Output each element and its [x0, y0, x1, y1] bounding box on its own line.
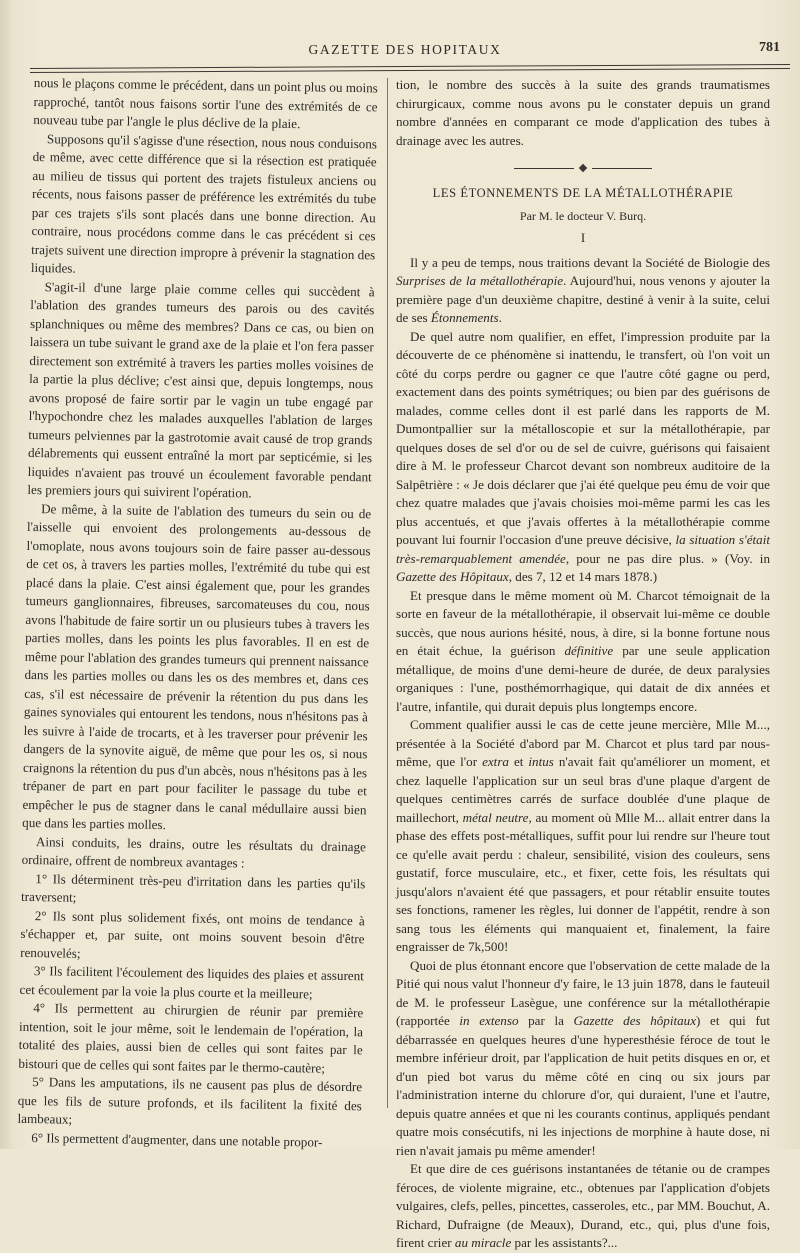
right-column — [396, 76, 770, 1253]
list-item: 6° Ils permettent d'augmenter, dans une notable propor- — [31, 1129, 323, 1150]
column-divider — [387, 78, 388, 1108]
list-item: 5° Dans les amputations, ils ne causent pas plus de désordre que les fils de suture profonds, et ils facilitent la fixité des lambeaux; — [17, 1074, 363, 1127]
paragraph: De même, à la suite de l'ablation des tumeurs du sein ou de l'aisselle qui envoient des prolongements au-dessous de l'omoplate, nous avons toujours soin de faire passer au-dessous de cet os, à travers les parties molles, l'extrémité du tube qui est placé dans la plaie. C'est ainsi également que, pour les grandes tumeurs ganglionnaires, fibreuses, sarcomateuses du cou, nous avons l'habitude de faire sortir un ou plusieurs tubes à travers les parties molles, dans les points les plus favorables. Il en est de même pour l'ablation des grandes tumeurs qui prennent naissance dans les parties molles ou dans les os des membres et, dans ces cas, s'il est nécessaire de prévenir la rétention du pus dans les gaines synoviales qui entourent les tendons, nous n'hésitons pas à les suivre à l'aide de trocarts, et à les traverser pour prévenir les dangers de la synovite aiguë, de même que pour les os, si nous craignons la rétention du pus d'un abcès, nous n'hésitons pas à les trépaner de part en part pour faciliter le passage du tube et empêcher le pus de stagner dans le canal médullaire aussi bien que dans les parties molles. — [22, 500, 372, 833]
section-separator — [396, 164, 770, 172]
paragraph: Quoi de plus étonnant encore que l'observation de cette malade de la Pitié qui nous valut l'honneur d'y faire, le 13 juin 1878, dans le fauteuil de M. le professeur Lasègue, une conférence sur la métallothérapie (rapportée in extenso par la Gazette des hôpitaux) et qui fut débarrassée en quelques heures d'une hyperesthésie féroce de tout le membre inférieur droit, par l'application de huit petits disques en or, et d'un pied bot varus du même côté en cinq ou six jours par l'administration interne du chlorure d'or, qui duraient, l'une et l'autre, depuis quatre années et que ni les courants continus, appliqués pendant quatre mois consécutifs, ni les injections de morphine à haute dose, ni rien n'avait jamais pu même amender! — [396, 957, 770, 1158]
paragraph: Supposons qu'il s'agisse d'une résection, nous nous conduisons de même, avec cette différence que si la résection est pratiquée au milieu de tissus qui portent des trajets fistuleux anciens ou récents, nous faisons passer de préférence les extrémités du tube par ces trajets s'ils sont placés dans une bonne direction. Au contraire, nous procédons comme dans le cas précédent si ces trajets suivent une direction impropre à prévenir la stagnation des liquides. — [30, 130, 378, 276]
journal-title: GAZETTE DES HOPITAUX — [308, 42, 502, 57]
left-column — [17, 74, 378, 1152]
list-item: 4° Ils permettent au chirurgien de réunir par première intention, soit le jour même, soit le lendemain de l'opération, la totalité des plaies, aussi bien de celles qui sont faites par le bistouri que de celles qui sont faites par le thermo-cautère; — [18, 1000, 364, 1076]
list-item: 2° Ils sont plus solidement fixés, ont moins de tendance à s'échapper et, par suite, ont moins souvent besoin d'être renouvelés; — [20, 907, 365, 961]
paragraph: Et presque dans le même moment où M. Charcot témoignait de la sorte en faveur de la métallothérapie, il observait lui-même ce double succès, que nous aurions hésité, nous, à dire, si la bonne fortune nous en était échue, la guérison définitive par une seule application métallique, de moins d'une demi-heure de durée, de deux paralysies organiques : l'une, posthémorrhagique, qui datait de dix années et l'autre, infantile, qui durait depuis plus longtemps encore. — [396, 587, 771, 714]
paragraph: Et que dire de ces guérisons instantanées de tétanie ou de crampes féroces, de violente migraine, etc., obtenues par l'application d'objets vulgaires, clefs, pelles, pincettes, casseroles, etc., par MM. Bouchut, A. Richard, Dufraigne (de Meaux), Durand, etc., qui, plus d'une fois, firent crier au miracle par les assistants?... — [396, 1161, 770, 1250]
paragraph: tion, le nombre des succès à la suite des grands traumatismes chirurgicaux, comme nous avons pu le constater depuis un grand nombre d'années en comparant ce mode d'application des tubes à drainage avec les autres. — [396, 77, 770, 148]
article-title: LES ÉTONNEMENTS DE LA MÉTALLOTHÉRAPIE — [432, 186, 734, 200]
paragraph: nous le plaçons comme le précédent, dans un point plus ou moins rapproché, tantôt nous faisons sortir l'une des extrémités de ce nouveau tube par l'angle le plus déclive de la plaie. — [33, 74, 378, 132]
paragraph: Comment qualifier aussi le cas de cette jeune mercière, Mlle M..., présentée à la Société d'abord par M. Charcot et plus tard par nous-même, que l'or extra et intus n'avait fait qu'améliorer un moment, et chez laquelle l'application sur un seul bras d'une plaque d'argent de quelques centimètres carrés de surface doublée d'une plaque de maillechort, métal neutre, au moment où Mlle M... allait entrer dans la phase des effets post-métalliques, suffit pour lui rendre sur l'heure tout ce qu'elle avait perdu : chaleur, sensibilité, vision des couleurs, sens gustatif, force musculaire, etc., et fixer, cette fois, les résultats qui jusqu'alors n'avaient été que passagers, et pour rétablir ensuite toutes ses fonctions, ramener les règles, lui donner de l'appétit, rendre à son sang tous les éléments qui manquaient et, finalement, la faire engraisser de 7k,500! — [396, 717, 770, 954]
section-numeral: I — [580, 230, 586, 245]
article-author: Par M. le docteur V. Burq. — [519, 208, 647, 223]
page-header — [30, 38, 780, 60]
ornament-diamond-icon — [579, 164, 587, 172]
page-number: 781 — [759, 40, 780, 55]
paragraph: De quel autre nom qualifier, en effet, l'impression produite par la découverte de ce phénomène si inattendu, le transfert, où l'on voit un côté du corps perdre ou gagner ce que l'autre côté gagne ou perd, exactement dans des points symétriques; ou bien par des guérisons de malades, comme celles dont il est parlé dans les rapports de M. Dumontpallier sur la métalloscopie et sur la métallothérapie, par quelques doses de sel d'or ou de sel de cuivre, guérisons qui faisaient dire à M. le professeur Charcot devant son nombreux auditoire de la Salpêtrière : « Je dois déclarer que j'ai été quelque peu ému de voir que chez quatre malades que j'avais choisies moi-même parmi les cas les plus accentués, et que j'avais offertes à la métallothérapie comme pouvant lui fournir l'occasion d'une preuve décisive, la situation s'était très-remarquablement amendée, pour ne pas dire plus. » (Voy. in Gazette des Hôpitaux, des 7, 12 et 14 mars 1878.) — [396, 328, 770, 584]
list-item: 1° Ils déterminent très-peu d'irritation dans les parties qu'ils traversent; — [20, 870, 366, 905]
paragraph: Il y a peu de temps, nous traitions devant la Société de Biologie des Surprises de la métallothérapie. Aujourd'hui, nous venons y ajouter la première page d'un deuxième chapitre, destiné à venir à la suite, celui de ses Étonnements. — [396, 254, 770, 325]
list-item: 3° Ils facilitent l'écoulement des liquides des plaies et assurent cet écoulement par la voie la plus courte et la meilleure; — [19, 963, 364, 1001]
paragraph: Ainsi conduits, les drains, outre les résultats du drainage ordinaire, offrent de nombreux avantages : — [21, 833, 367, 871]
header-rule-secondary — [30, 68, 790, 73]
paragraph: S'agit-il d'une large plaie comme celles qui succèdent à l'ablation des grandes tumeurs des parois ou des cavités splanchniques ou même des membres? Dans ce cas, ou bien on laissera un tube suivant le grand axe de la plaie et l'on fera passer directement son extrémité à travers les parties molles voisines de la partie la plus déclive; c'est ainsi que, depuis longtemps, nous avons proposé de faire sortir par le vagin un tube engagé par l'hypochondre chez les malades auxquelles l'ablation de larges tumeurs pelviennes par la gastrotomie avait causé de trop grands délabrements qui eussent entraîné la mort par septicémie, si les liquides n'avaient pas trouvé un écoulement favorable pendant les premiers jours qui suivirent l'opération. — [27, 278, 375, 501]
